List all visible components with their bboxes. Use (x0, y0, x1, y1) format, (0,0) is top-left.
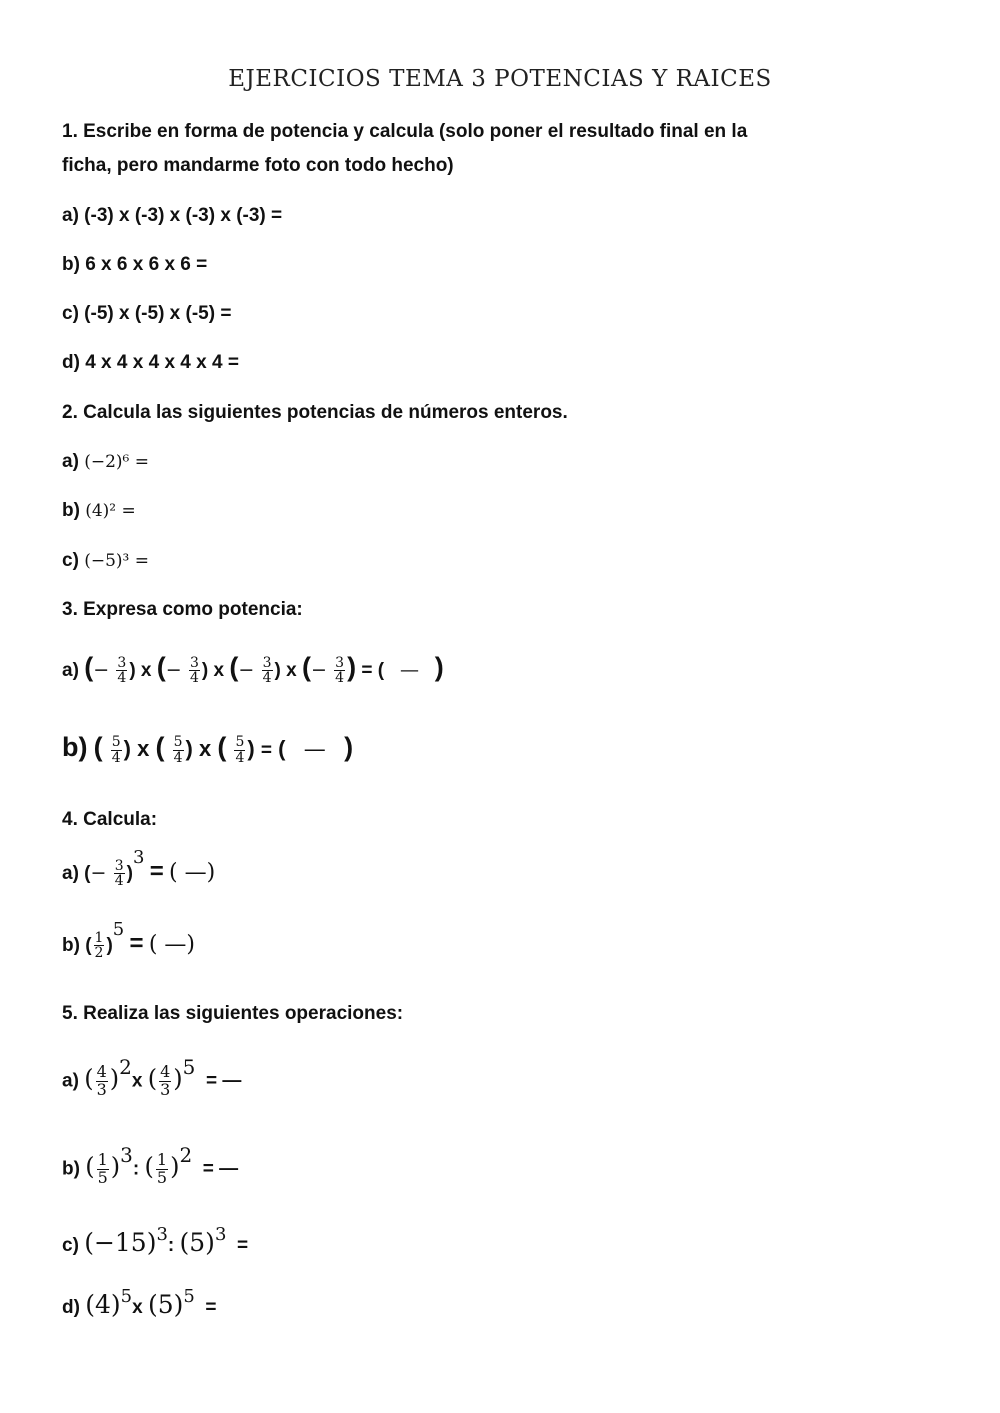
q5-item-d: d) (4)5x (5)5 = (62, 1286, 217, 1319)
q1-item-b: b) 6 x 6 x 6 x 6 = (62, 254, 208, 275)
page-title: EJERCICIOS TEMA 3 POTENCIAS Y RAICES (228, 66, 772, 92)
fraction: $\frac{3}{4}$ (262, 654, 272, 687)
q2-a-label: a) (62, 451, 79, 472)
exponent: 3 (120, 1143, 133, 1168)
q3-item-b: b) ( $\frac{5}{4}$ ) x ( $\frac{5}{4}$ ) x ( $\frac{5}{4}$ ) = ( — ) (62, 732, 354, 766)
q4-b-label: b) (62, 935, 80, 956)
fraction: $\frac{5}{4}$ (111, 734, 121, 766)
q5-item-c: c) (−15)3: (5)3 = (62, 1224, 249, 1257)
q1-item-d: d) 4 x 4 x 4 x 4 x 4 = (62, 352, 239, 373)
fraction: $\frac{3}{4}$ (335, 654, 345, 687)
q2-heading: 2. Calcula las siguientes potencias de números enteros. (62, 402, 568, 423)
answer-blank: — (399, 659, 419, 681)
q1-heading-line2: ficha, pero mandarme foto con todo hecho) (62, 155, 454, 176)
exponent: 5 (182, 1055, 196, 1080)
answer-blank: ( —) (148, 932, 195, 957)
q4-item-a: a) (− $\frac{3}{4}$ )3 = ( —) (62, 847, 216, 890)
q3-b-label: b) (62, 732, 88, 762)
fraction: $\frac{4}{3}$ (160, 1062, 171, 1099)
q1-item-a: a) (-3) x (-3) x (-3) x (-3) = (62, 205, 283, 226)
q5-a-label: a) (62, 1070, 79, 1092)
exponent: 3 (214, 1224, 227, 1245)
q4-a-label: a) (62, 863, 79, 884)
answer-blank: ( —) (169, 860, 216, 885)
fraction: $\frac{3}{4}$ (189, 654, 199, 687)
q3-a-label: a) (62, 660, 79, 681)
fraction: $\frac{3}{4}$ (117, 654, 127, 687)
fraction: $\frac{5}{4}$ (173, 734, 183, 766)
q2-item-a (62, 451, 149, 473)
exponent: 5 (183, 1286, 195, 1307)
q2-b-label: b) (62, 500, 80, 521)
q5-d-label: d) (62, 1297, 80, 1318)
q4-item-b: b) ( $\frac{1}{2}$ )5 = ( —) (62, 919, 195, 962)
q2-c-label: c) (62, 550, 79, 571)
fraction: $\frac{1}{5}$ (156, 1150, 168, 1187)
fraction: $\frac{1}{5}$ (97, 1150, 108, 1187)
q5-item-a: a) ( $\frac{4}{3}$ )2x ( $\frac{4}{3}$ )5 = — (62, 1055, 242, 1099)
q1-heading-line1: 1. Escribe en forma de potencia y calcula (solo poner el resultado final en la (62, 121, 748, 142)
exponent: 2 (119, 1055, 132, 1080)
q2-c-expression: (−5)³ = (84, 551, 149, 571)
exponent: 5 (120, 1286, 133, 1307)
exponent: 3 (156, 1224, 168, 1245)
answer-blank: = — (205, 1070, 242, 1092)
q2-a-expression: (−2)⁶ = (84, 452, 149, 472)
q5-b-label: b) (62, 1158, 80, 1180)
q2-item-b (62, 500, 136, 522)
q5-heading: 5. Realiza las siguientes operaciones: (62, 1003, 404, 1024)
exponent: 3 (132, 847, 145, 868)
q5-c-label: c) (62, 1235, 79, 1256)
q2-item-c (62, 550, 149, 572)
fraction: $\frac{1}{2}$ (94, 929, 104, 962)
q5-item-b: b) ( $\frac{1}{5}$ )3: ( $\frac{1}{5}$ )2 = — (62, 1143, 239, 1187)
answer-blank: — (303, 737, 326, 762)
q1-item-c: c) (-5) x (-5) x (-5) = (62, 303, 232, 324)
q4-heading: 4. Calcula: (62, 809, 158, 830)
q3-item-a: a) (− $\frac{3}{4}$ ) x (− $\frac{3}{4}$ ) x (− $\frac{3}{4}$ ) x (− $\frac{3}{4}$ ) = ( — ) (62, 652, 444, 687)
fraction: $\frac{5}{4}$ (235, 734, 245, 766)
answer-blank: = — (202, 1158, 239, 1180)
exponent: 2 (179, 1143, 193, 1168)
q3-heading: 3. Expresa como potencia: (62, 599, 303, 620)
fraction: $\frac{3}{4}$ (114, 857, 124, 890)
q2-b-expression: (4)² = (85, 501, 136, 521)
fraction: $\frac{4}{3}$ (96, 1062, 107, 1099)
exponent: 5 (112, 919, 125, 940)
